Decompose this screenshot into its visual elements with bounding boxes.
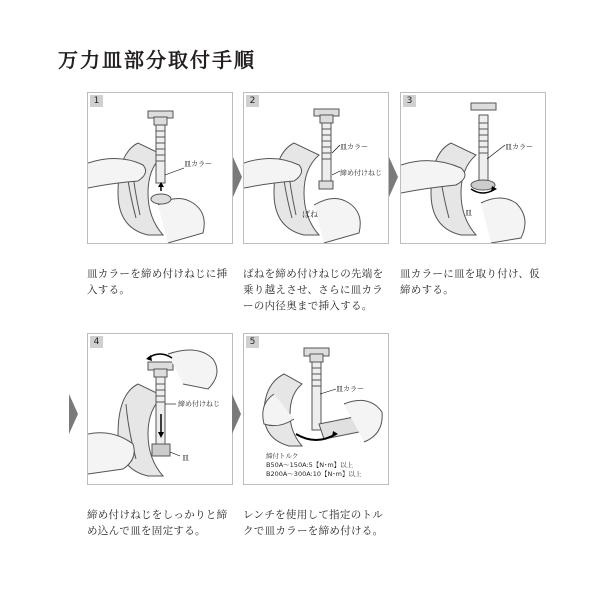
step-number: 3 bbox=[403, 95, 416, 107]
label-spring: ばね bbox=[302, 210, 318, 219]
next-step-arrow bbox=[389, 157, 398, 201]
page-title: 万力皿部分取付手順 bbox=[58, 48, 256, 72]
label-plate: 皿 bbox=[182, 454, 189, 462]
vise-illustration bbox=[401, 93, 545, 243]
step-number: 4 bbox=[90, 336, 103, 348]
step-5-caption: レンチを使用して指定のトルクで皿カラーを締め付ける。 bbox=[243, 509, 384, 537]
step-number: 1 bbox=[90, 95, 103, 107]
vise-illustration bbox=[244, 93, 388, 243]
label-sara-collar: 皿カラー bbox=[184, 160, 212, 168]
label-sara-collar: 皿カラー bbox=[340, 143, 368, 151]
torque-spec-2: B200A～300A:10【N･m】以上 bbox=[266, 470, 362, 478]
step-number: 2 bbox=[246, 95, 259, 107]
step-2-panel bbox=[243, 92, 389, 244]
vise-illustration bbox=[88, 334, 232, 484]
step-3-panel bbox=[400, 92, 546, 244]
step-3-caption: 皿カラーに皿を取り付け、仮締めする。 bbox=[400, 268, 540, 296]
label-sara-collar: 皿カラー bbox=[505, 143, 533, 151]
label-tightening-screw: 締め付けねじ bbox=[178, 400, 220, 408]
label-sara-collar: 皿カラー bbox=[336, 385, 364, 393]
torque-spec-1: B50A～150A:5【N･m】以上 bbox=[266, 461, 354, 469]
step-1-caption: 皿カラーを締め付けねじに挿入する。 bbox=[87, 268, 228, 296]
step-4-panel bbox=[87, 333, 233, 485]
step-5-panel bbox=[243, 333, 389, 485]
torque-heading: 締付トルク bbox=[266, 452, 299, 460]
label-plate: 皿 bbox=[465, 209, 472, 217]
label-tightening-screw: 締め付けねじ bbox=[340, 169, 382, 177]
side-arrow bbox=[69, 394, 78, 438]
vise-illustration bbox=[88, 93, 232, 243]
step-number: 5 bbox=[246, 336, 259, 348]
next-step-arrow bbox=[232, 394, 241, 438]
step-4-caption: 締め付けねじをしっかりと締め込んで皿を固定する。 bbox=[87, 509, 228, 537]
next-step-arrow bbox=[233, 157, 242, 201]
step-1-panel bbox=[87, 92, 233, 244]
step-2-caption: ばねを締め付けねじの先端を乗り越えさせ、さらに皿カラーの内径奥まで挿入する。 bbox=[243, 268, 384, 312]
